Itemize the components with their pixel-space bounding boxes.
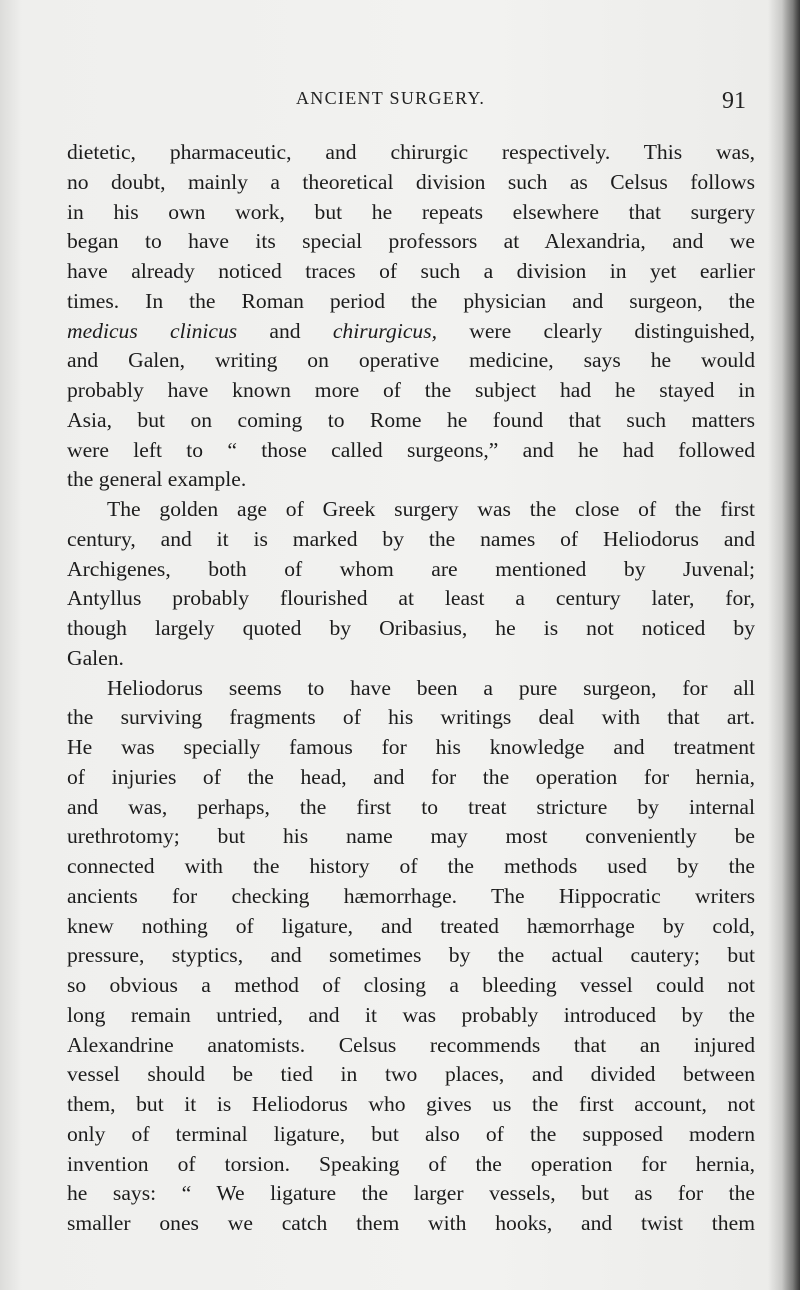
text-line: long remain untried, and it was probably introduced by the xyxy=(67,1002,755,1027)
italic-term: medicus clinicus xyxy=(67,318,238,343)
running-title: ANCIENT SURGERY. xyxy=(296,88,486,108)
text-line xyxy=(67,317,755,347)
text-line: Heliodorus seems to have been a pure surgeon, for all xyxy=(107,675,755,700)
text-line: century, and it is marked by the names of Heliodorus and xyxy=(67,526,755,551)
text-line: though largely quoted by Oribasius, he is not noticed by xyxy=(67,616,755,640)
text-line: smaller ones we catch them with hooks, and twist them xyxy=(67,1211,755,1235)
text-line: no doubt, mainly a theoretical division such as Celsus follows xyxy=(67,169,755,194)
page-number: 91 xyxy=(722,88,746,114)
text-line: began to have its special professors at Alexandria, and we xyxy=(67,229,755,254)
text-line: and was, perhaps, the first to treat stricture by internal xyxy=(67,794,755,819)
text-line: pressure, styptics, and sometimes by the actual cautery; but xyxy=(67,943,755,968)
text-line: have already noticed traces of such a division in yet earlier xyxy=(67,259,755,283)
text-line: knew nothing of ligature, and treated hæmorrhage by cold, xyxy=(67,913,755,938)
text-line: Antyllus probably flourished at least a century later, for, xyxy=(67,586,755,611)
text-line: the surviving fragments of his writings deal with that art. xyxy=(67,705,755,730)
text-line: connected with the history of the methods used by the xyxy=(67,854,755,878)
text-line: and Galen, writing on operative medicine, says he would xyxy=(67,348,755,373)
text-line: He was specially famous for his knowledge and treatment xyxy=(67,735,755,759)
text-line: probably have known more of the subject had he stayed in xyxy=(67,378,755,402)
text-line: so obvious a method of closing a bleeding vessel could not xyxy=(67,973,755,997)
text-line: ancients for checking hæmorrhage. The Hippocratic writers xyxy=(67,883,755,908)
text-line: invention of torsion. Speaking of the operation for hernia, xyxy=(67,1151,755,1176)
text-line: only of terminal ligature, but also of the supposed modern xyxy=(67,1121,755,1146)
text-line: vessel should be tied in two places, and divided between xyxy=(67,1062,755,1087)
text-line: urethrotomy; but his name may most conveniently be xyxy=(67,824,755,849)
text-line: Archigenes, both of whom are mentioned by Juvenal; xyxy=(67,556,755,581)
text-line: The golden age of Greek surgery was the close of the first xyxy=(107,497,755,521)
text-line: the general example. xyxy=(67,467,247,492)
text-line: Galen. xyxy=(67,645,124,670)
page-edge-shadow xyxy=(782,0,800,1290)
text-line: were left to “ those called surgeons,” and he had followed xyxy=(67,437,755,462)
text-line: Asia, but on coming to Rome he found that such matters xyxy=(67,407,755,432)
text-line: he says: “ We ligature the larger vessels, but as for the xyxy=(67,1181,755,1206)
body-text xyxy=(67,138,755,1239)
text-line: them, but it is Heliodorus who gives us the first account, not xyxy=(67,1092,755,1116)
text-line: times. In the Roman period the physician and surgeon, the xyxy=(67,288,755,313)
running-head xyxy=(0,88,800,118)
text-line: in his own work, but he repeats elsewhere that surgery xyxy=(67,199,755,224)
text-line: of injuries of the head, and for the operation for hernia, xyxy=(67,764,755,789)
text-segment: and xyxy=(237,318,333,343)
italic-term: chirurgicus, xyxy=(332,318,438,343)
text-line: dietetic, pharmaceutic, and chirurgic respectively. This was, xyxy=(67,140,755,164)
text-line: Alexandrine anatomists. Celsus recommends that an injured xyxy=(67,1032,755,1057)
text-segment: were clearly distinguished, xyxy=(437,318,755,343)
